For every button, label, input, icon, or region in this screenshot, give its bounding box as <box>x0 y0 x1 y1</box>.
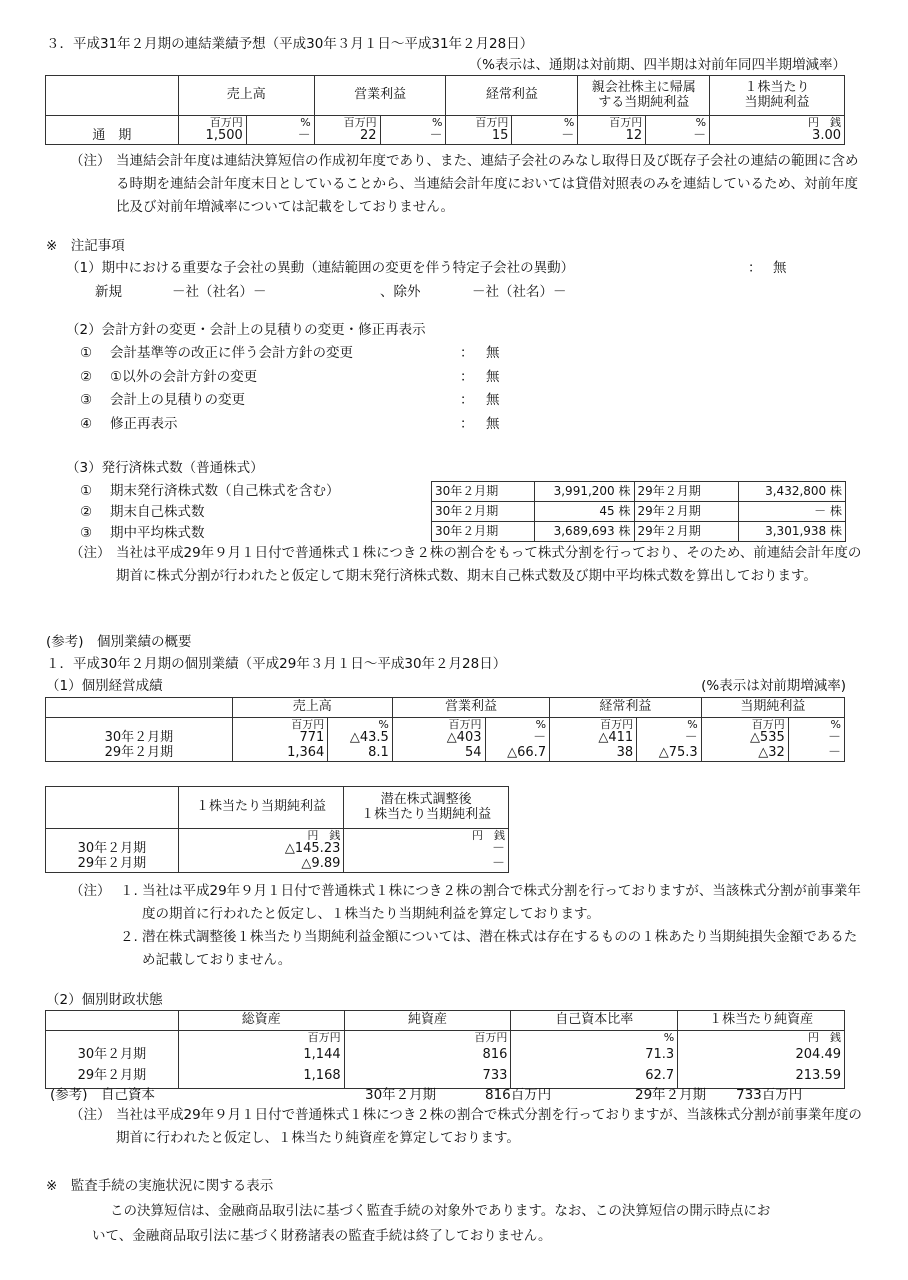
unit-label: % <box>300 116 311 129</box>
cell-ord: 38 <box>550 746 637 761</box>
shares-value: 3,991,200 株 <box>534 482 634 502</box>
cell-diluted-eps: － <box>344 857 509 872</box>
forecast-table <box>45 75 845 145</box>
unit-label: % <box>637 718 702 732</box>
period-cell: 29年２月期 <box>634 502 739 522</box>
list-number: ③ <box>80 392 93 408</box>
forecast-header-eps-line1: １株当たり <box>744 79 810 95</box>
unit-row <box>46 718 845 732</box>
note-label: （注） <box>70 1107 111 1123</box>
cell-net: △32 <box>701 746 788 761</box>
shares-value: － 株 <box>739 502 846 522</box>
cell-op-pct: △66.7 <box>485 746 550 761</box>
financial-header-bps: １株当たり純資産 <box>678 1011 845 1031</box>
equity-period-1: 30年２月期 <box>365 1087 437 1103</box>
forecast-op-pct-cell <box>380 116 446 145</box>
unit-label: 百万円 <box>232 718 328 732</box>
list-item-colon: ： <box>460 345 474 361</box>
list-item-label: 期末発行済株式数（自己株式を含む） <box>110 483 340 499</box>
cell-bps: 204.49 <box>678 1044 845 1066</box>
unit-row <box>46 829 509 843</box>
table-row <box>46 1044 845 1066</box>
results-title: （1）個別経営成績 <box>46 678 163 694</box>
eps-notes <box>70 880 870 970</box>
results-header-net: 当期純利益 <box>701 698 844 718</box>
shares-value: 3,432,800 株 <box>739 482 846 502</box>
note-label: （注） <box>70 545 111 561</box>
list-item-value: 無 <box>486 392 500 408</box>
unit-label: % <box>328 718 393 732</box>
list-item-label: 期中平均株式数 <box>110 525 205 541</box>
unit-label: 円 銭 <box>678 1031 845 1045</box>
table-row <box>46 746 845 761</box>
forecast-net-pct-cell <box>646 116 710 145</box>
table-row <box>46 731 845 746</box>
forecast-ord-cell <box>446 116 512 145</box>
forecast-header-op: 営業利益 <box>314 76 446 116</box>
notes-item1-new-value: －社（社名）－ <box>172 284 267 300</box>
forecast-note <box>70 150 870 222</box>
note-number: ２. <box>120 929 138 945</box>
forecast-header-eps-line2: 当期純利益 <box>744 94 810 110</box>
audit-text-line1: この決算短信は、金融商品取引法に基づく監査手続の対象外であります。なお、この決算短信の開示時点にお <box>110 1203 771 1219</box>
list-number: ④ <box>80 415 93 432</box>
forecast-row-label: 通 期 <box>46 116 179 145</box>
cell-net-pct: － <box>788 746 844 761</box>
forecast-net-cell <box>578 116 646 145</box>
results-header-sales: 売上高 <box>232 698 392 718</box>
list-item-label: 期末自己株式数 <box>110 504 205 520</box>
forecast-pct-note: （%表示は、通期は対前期、四半期は対前年同四半期増減率） <box>468 57 846 73</box>
unit-label: % <box>788 718 844 732</box>
results-corner <box>46 698 233 718</box>
forecast-eps-cell <box>710 116 845 145</box>
table-row <box>46 842 509 857</box>
forecast-sales: 1,500 <box>205 128 243 143</box>
cell-ord-pct: △75.3 <box>637 746 702 761</box>
unit-row <box>46 1031 845 1045</box>
table-row <box>432 502 846 522</box>
equity-value-2: 733百万円 <box>736 1087 803 1103</box>
equity-period-2: 29年２月期 <box>635 1087 707 1103</box>
cell-diluted-eps: － <box>344 842 509 857</box>
unit-corner <box>46 829 179 843</box>
list-item-label: 修正再表示 <box>110 415 178 432</box>
cell-bps: 213.59 <box>678 1066 845 1088</box>
financial-table <box>45 1010 845 1089</box>
eps-header-diluted <box>344 787 509 829</box>
notes-item1-excl-value: －社（社名）－ <box>472 284 567 300</box>
list-item-value: 無 <box>486 368 500 385</box>
list-number: ② <box>80 368 93 385</box>
row-label: 30年２月期 <box>46 842 179 857</box>
unit-label: 百万円 <box>343 116 377 129</box>
cell-sales-pct: 8.1 <box>328 746 393 761</box>
forecast-ord: 15 <box>491 128 509 143</box>
list-item-value: 無 <box>486 345 500 361</box>
note-text: 潜在株式調整後１株当たり当期純利益金額については、潜在株式は存在するものの１株あたり当期純損失金額であるため記載しておりません。 <box>142 929 858 968</box>
note-text: 当連結会計年度は連結決算短信の作成初年度であり、また、連結子会社のみなし取得日及び既存子会社の連結の範囲に含める時期を連結会計年度末日としていることから、当連結会計年度においては貸借対照表のみを連結しているため、対前年度比及び対前年増減率については記載をしておりません。 <box>116 153 859 215</box>
cell-ratio: 71.3 <box>511 1044 678 1066</box>
note-label: （注） <box>70 883 111 899</box>
cell-eps: △145.23 <box>178 842 344 857</box>
reference-title: (参考) 個別業績の概要 <box>46 634 192 650</box>
list-item-colon: ： <box>460 368 474 385</box>
unit-label: 百万円 <box>344 1031 511 1045</box>
forecast-title: ３．平成31年２月期の連結業績予想（平成30年３月１日～平成31年２月28日） <box>46 36 534 52</box>
audit-text-line2: いて、金融商品取引法に基づく財務諸表の監査手続は終了しておりません。 <box>92 1228 552 1244</box>
unit-label: % <box>563 116 575 129</box>
forecast-ord-pct: － <box>561 128 575 143</box>
notes-item1-colon: ： <box>748 260 762 276</box>
cell-op-pct: － <box>485 731 550 746</box>
row-label: 29年２月期 <box>46 1066 179 1088</box>
notes-item1-title: （1）期中における重要な子会社の異動（連結範囲の変更を伴う特定子会社の異動） <box>66 260 575 276</box>
row-label: 29年２月期 <box>46 857 179 872</box>
cell-ratio: 62.7 <box>511 1066 678 1088</box>
reference-subtitle: １．平成30年２月期の個別業績（平成29年３月１日～平成30年２月28日） <box>46 656 507 672</box>
unit-label: 百万円 <box>209 116 243 129</box>
cell-net: △535 <box>701 731 788 746</box>
forecast-header-ord: 経常利益 <box>446 76 578 116</box>
results-header-op: 営業利益 <box>392 698 549 718</box>
table-row <box>46 857 509 872</box>
eps-header-diluted-line1: 潜在株式調整後 <box>380 791 472 807</box>
unit-label: 円 銭 <box>808 116 841 129</box>
financial-header-net-assets: 純資産 <box>344 1011 511 1031</box>
row-label: 30年２月期 <box>46 1044 179 1066</box>
cell-sales: 771 <box>232 731 328 746</box>
unit-label: 百万円 <box>392 718 485 732</box>
forecast-op: 22 <box>360 128 377 143</box>
eps-header-diluted-line2: １株当たり当期純利益 <box>361 806 492 822</box>
forecast-sales-pct-cell <box>246 116 314 145</box>
note-number: １. <box>120 883 138 899</box>
forecast-eps: 3.00 <box>812 128 841 143</box>
row-label: 29年２月期 <box>46 746 233 761</box>
forecast-ord-pct-cell <box>512 116 578 145</box>
note-text: 当社は平成29年９月１日付で普通株式１株につき２株の割合で株式分割を行っておりますが、当該株式分割が前事業年度の期首に行われたと仮定し、１株当たり純資産を算定しております。 <box>116 1107 862 1146</box>
unit-label: 百万円 <box>609 116 643 129</box>
audit-title: ※ 監査手続の実施状況に関する表示 <box>46 1178 274 1194</box>
eps-corner <box>46 787 179 829</box>
forecast-sales-pct: － <box>297 128 311 143</box>
unit-corner <box>46 718 233 732</box>
period-cell: 29年２月期 <box>634 482 739 502</box>
forecast-header-net-line2: する当期純利益 <box>598 94 690 110</box>
forecast-header-net-line1: 親会社株主に帰属 <box>591 79 696 95</box>
unit-corner <box>46 1031 179 1045</box>
note-label: （注） <box>70 153 111 169</box>
cell-op: △403 <box>392 731 485 746</box>
list-number: ① <box>80 345 93 361</box>
shares-value: 3,689,693 株 <box>534 522 634 542</box>
forecast-sales-cell <box>178 116 246 145</box>
shares-note <box>70 542 870 614</box>
notes-item3-title: （3）発行済株式数（普通株式） <box>66 460 264 476</box>
cell-net-assets: 733 <box>344 1066 511 1088</box>
forecast-header-sales: 売上高 <box>178 76 314 116</box>
cell-assets: 1,144 <box>178 1044 344 1066</box>
row-label: 30年２月期 <box>46 731 233 746</box>
eps-header-basic: １株当たり当期純利益 <box>178 787 344 829</box>
unit-label: 百万円 <box>475 116 509 129</box>
financial-title: （2）個別財政状態 <box>46 992 163 1008</box>
list-item-label: ①以外の会計方針の変更 <box>110 368 258 385</box>
unit-label: % <box>432 116 443 129</box>
list-item-colon: ： <box>460 392 474 408</box>
results-header-ord: 経常利益 <box>550 698 702 718</box>
cell-op: 54 <box>392 746 485 761</box>
results-table <box>45 697 845 762</box>
financial-note <box>70 1104 870 1152</box>
unit-label: 円 銭 <box>178 829 344 843</box>
period-cell: 30年２月期 <box>432 502 535 522</box>
unit-label: % <box>485 718 550 732</box>
notes-item1-excl-label: 、除外 <box>380 284 421 300</box>
financial-header-assets: 総資産 <box>178 1011 344 1031</box>
table-row <box>432 522 846 542</box>
table-row <box>432 482 846 502</box>
list-number: ② <box>80 504 93 520</box>
forecast-net-pct: － <box>693 128 707 143</box>
results-pct-note: (%表示は対前期増減率) <box>701 678 846 694</box>
table-row <box>46 1066 845 1088</box>
note-text: 当社は平成29年９月１日付で普通株式１株につき２株の割合をもって株式分割を行っており、そのため、前連結会計年度の期首に株式分割が行われたと仮定して期末発行済株式数、期末自己株式数及び期中平均株式数を算出しております。 <box>116 545 862 584</box>
unit-label: 百万円 <box>550 718 637 732</box>
note-text: 当社は平成29年９月１日付で普通株式１株につき２株の割合で株式分割を行っておりますが、当該株式分割が前事業年度の期首に行われたと仮定し、１株当たり当期純利益を算定しております。 <box>142 883 861 922</box>
cell-sales: 1,364 <box>232 746 328 761</box>
forecast-corner <box>46 76 179 116</box>
eps-table <box>45 786 509 873</box>
unit-label: 百万円 <box>178 1031 344 1045</box>
financial-corner <box>46 1011 179 1031</box>
cell-sales-pct: △43.5 <box>328 731 393 746</box>
financial-header-ratio: 自己資本比率 <box>511 1011 678 1031</box>
list-number: ① <box>80 483 93 499</box>
cell-ord-pct: － <box>637 731 702 746</box>
unit-label: 円 銭 <box>344 829 509 843</box>
list-item-label: 会計基準等の改正に伴う会計方針の変更 <box>110 345 353 361</box>
period-cell: 30年２月期 <box>432 522 535 542</box>
forecast-op-cell <box>314 116 380 145</box>
list-item-label: 会計上の見積りの変更 <box>110 392 245 408</box>
unit-label: % <box>695 116 707 129</box>
notes-item1-value: 無 <box>773 260 787 276</box>
unit-label: % <box>511 1031 678 1045</box>
shares-value: 45 株 <box>534 502 634 522</box>
equity-label: (参考) 自己資本 <box>50 1087 156 1103</box>
notes-title: ※ 注記事項 <box>46 238 125 254</box>
cell-net-pct: － <box>788 731 844 746</box>
cell-eps: △9.89 <box>178 857 344 872</box>
cell-net-assets: 816 <box>344 1044 511 1066</box>
forecast-header-net <box>578 76 710 116</box>
list-item-value: 無 <box>486 415 500 432</box>
notes-item1-new-label: 新規 <box>95 284 122 300</box>
equity-value-1: 816百万円 <box>485 1087 552 1103</box>
forecast-header-eps <box>710 76 845 116</box>
forecast-net: 12 <box>625 128 643 143</box>
cell-assets: 1,168 <box>178 1066 344 1088</box>
period-cell: 30年２月期 <box>432 482 535 502</box>
list-item-colon: ： <box>460 415 474 432</box>
period-cell: 29年２月期 <box>634 522 739 542</box>
shares-value: 3,301,938 株 <box>739 522 846 542</box>
forecast-op-pct: － <box>429 128 443 143</box>
cell-ord: △411 <box>550 731 637 746</box>
shares-table <box>431 481 846 542</box>
list-number: ③ <box>80 525 93 541</box>
notes-item2-title: （2）会計方針の変更・会計上の見積りの変更・修正再表示 <box>66 322 426 338</box>
unit-label: 百万円 <box>701 718 788 732</box>
